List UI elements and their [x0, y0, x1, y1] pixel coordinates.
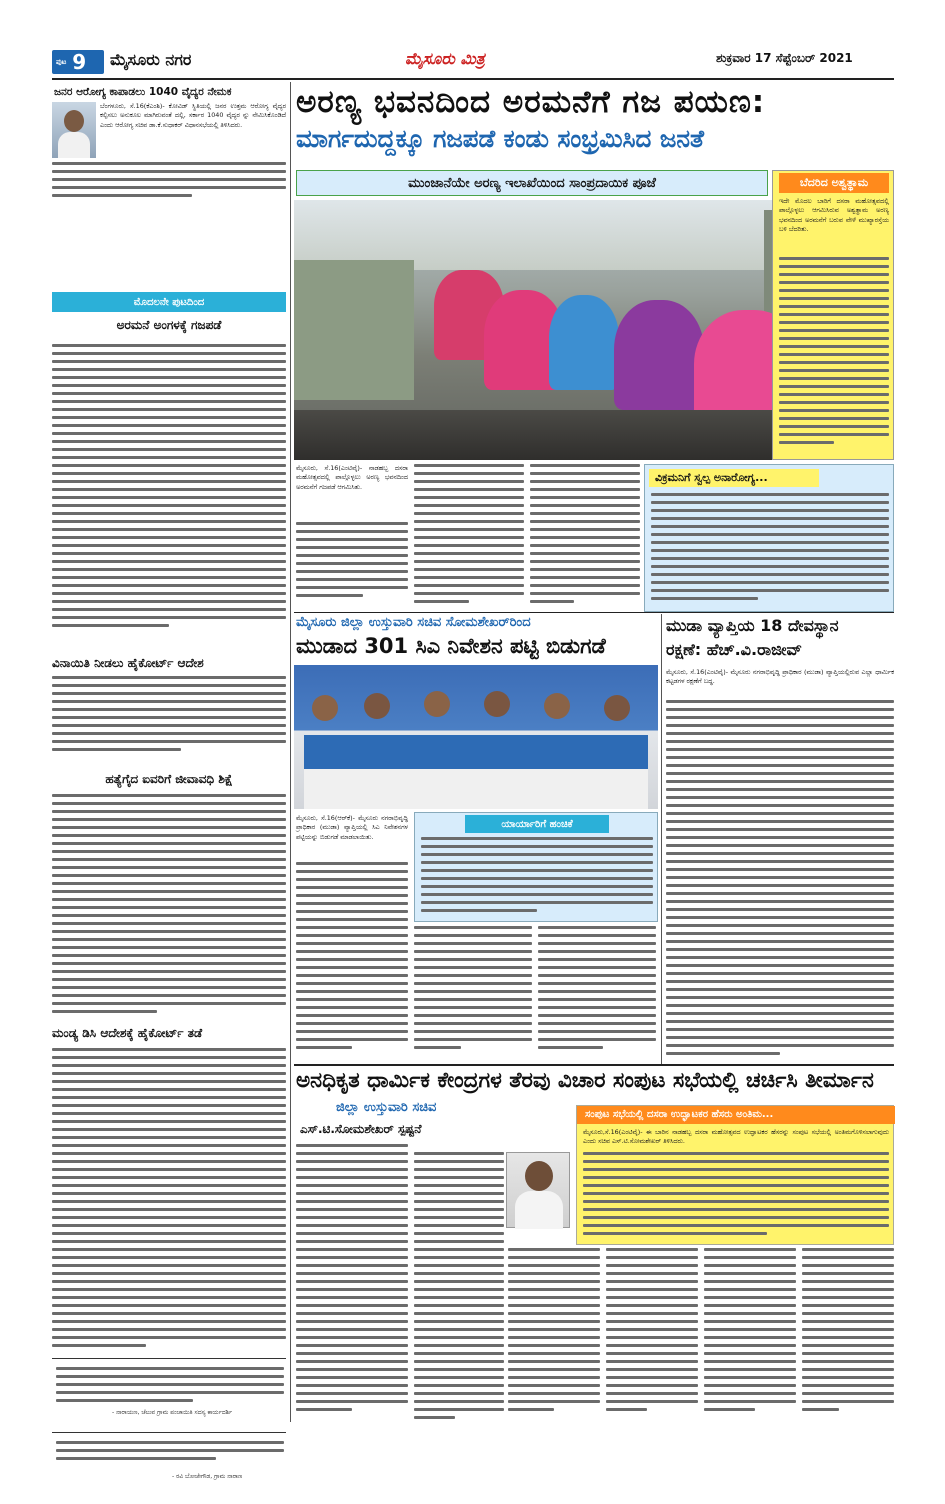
story4-headline: ಹತ್ಯೆಗೈದ ಐವರಿಗೆ ಜೀವಾವಧಿ ಶಿಕ್ಷೆ: [105, 772, 233, 786]
muda-body-col3: [538, 926, 656, 1062]
lead-headline-2: ಮಾರ್ಗದುದ್ದಕ್ಕೂ ಗಜಪಡೆ ಕಂಡು ಸಂಭ್ರಮಿಸಿದ ಜನತೆ: [296, 124, 704, 153]
temple-headline-2: ರಕ್ಷಣೆ: ಹೆಚ್.ವಿ.ರಾಜೀವ್: [666, 640, 802, 659]
story3-body: [52, 676, 286, 756]
dasara-box-body: [583, 1152, 889, 1242]
paper-name: ಮೈಸೂರು ಮಿತ್ರ: [405, 49, 485, 68]
lead-dateline: ಮೈಸೂರು, ಸೆ.16(ಎಂಟಿವೈ)- ನಾಡಹಬ್ಬ ದಸರಾ ಮಹೋತ್ಸವದಲ್ಲಿ ಪಾಲ್ಗೊಳ್ಳಲು ಅರಣ್ಯ ಭವನದಿಂದ ಅರಮನೆಗೆ ಗಜಪಡೆ ಆಗಮಿಸಿತು.: [296, 464, 408, 491]
story3-headline: ವಿನಾಯಿತಿ ನೀಡಲು ಹೈಕೋರ್ಟ್ ಆದೇಶ: [52, 656, 204, 670]
allocation-box-body: [421, 837, 653, 919]
page-number-badge: [52, 50, 104, 74]
continued-banner: ಮೊದಲನೇ ಪುಟದಿಂದ: [52, 292, 286, 312]
muda-kicker: ಮೈಸೂರು ಜಿಲ್ಲಾ ಉಸ್ತುವಾರಿ ಸಚಿವ ಸೋಮಶೇಖರ್‌ರಿಂದ: [296, 615, 531, 630]
vikram-box-body: [651, 493, 889, 607]
story2-body: [52, 344, 286, 642]
column-divider-left: [290, 82, 291, 1422]
section-name: ಮೈಸೂರು ನಗರ: [110, 50, 192, 69]
bottom-body-col3: [508, 1248, 600, 1420]
masthead-rule: [52, 78, 894, 80]
dasara-box: [576, 1105, 894, 1245]
story5-body: [52, 1048, 286, 1358]
sidebar-ashwatthama: [772, 170, 894, 460]
muda-dateline: ಮೈಸೂರು, ಸೆ.16(ಆರ್‌ಕೆ)- ಮೈಸೂರು ನಗರಾಭಿವೃದ್ಧಿ ಪ್ರಾಧಿಕಾರ (ಮುಡಾ) ವ್ಯಾಪ್ತಿಯಲ್ಲಿ ಸಿಎ ನಿವೇಶನಗಳ ಪಟ್ಟಿಯನ್ನು ಬಿಡುಗಡೆ ಮಾಡಲಾಯಿತು.: [296, 814, 408, 841]
lead-bottom-rule: [294, 612, 894, 613]
lead-body-col1: [296, 522, 408, 610]
bottom-kicker-1: ಜಿಲ್ಲಾ ಉಸ್ತುವಾರಿ ಸಚಿವ: [336, 1100, 437, 1115]
temple-dateline: ಮೈಸೂರು, ಸೆ.16(ಎಂಟಿವೈ)- ಮೈಸೂರು ನಗರಾಭಿವೃದ್ಧಿ ಪ್ರಾಧಿಕಾರ (ಮುಡಾ) ವ್ಯಾಪ್ತಿಯಲ್ಲಿರುವ ಎಲ್ಲಾ ಧಾರ್ಮಿಕ ಕಟ್ಟಡಗಳ ರಕ್ಷಣೆಗೆ ಬದ್ಧ.: [666, 668, 894, 686]
allocation-box: [414, 812, 658, 922]
temple-headline-1: ಮುಡಾ ವ್ಯಾಪ್ತಿಯ 18 ದೇವಸ್ಥಾನ: [666, 616, 839, 635]
sidebar-body: [779, 257, 889, 455]
bottom-body-col5: [704, 1248, 796, 1420]
lead-headline-1: ಅರಣ್ಯ ಭವನದಿಂದ ಅರಮನೆಗೆ ಗಜ ಪಯಣ:: [296, 84, 766, 120]
vikram-box: [644, 464, 894, 612]
muda-release-photo: [294, 665, 658, 809]
dasara-box-title: ಸಂಪುಟ ಸಭೆಯಲ್ಲಿ ದಸರಾ ಉದ್ಘಾಟಕರ ಹೆಸರು ಅಂತಿಮ...: [577, 1106, 895, 1124]
issue-date: ಶುಕ್ರವಾರ 17 ಸೆಪ್ಟೆಂಬರ್ 2021: [716, 51, 853, 65]
lead-body-col3: [530, 464, 640, 610]
muda-body-col2: [414, 926, 532, 1062]
quote1-author: - ನಾರಾಯಣ, ಚೆಲುವ ಗ್ರಾಮ ಪಂಚಾಯಿತಿ ಸದಸ್ಯ ಕಾರ್ಯದರ್ಶಿ: [112, 1409, 233, 1416]
bottom-body-col2: [414, 1152, 504, 1420]
lead-body-col2: [414, 464, 524, 610]
story1-headline: ಜನರ ಆರೋಗ್ಯ ಕಾಪಾಡಲು 1040 ವೈದ್ಯರ ನೇಮಕ: [54, 86, 232, 98]
story5-headline: ಮಂಡ್ಯ ಡಿಸಿ ಆದೇಶಕ್ಕೆ ಹೈಕೋರ್ಟ್ ತಡೆ: [52, 1026, 203, 1040]
page-number: 9: [72, 50, 87, 74]
sidebar-title: ಬೆದರಿದ ಅಶ್ವತ್ಥಾಮ: [779, 173, 889, 193]
somashekar-photo: [506, 1152, 570, 1228]
bottom-kicker-2: ಎಸ್.ಟಿ.ಸೋಮಶೇಖರ್ ಸ್ಪಷ್ಟನೆ: [300, 1122, 422, 1136]
bottom-headline: ಅನಧಿಕೃತ ಧಾರ್ಮಿಕ ಕೇಂದ್ರಗಳ ತೆರವು ವಿಚಾರ ಸಂಪುಟ ಸಭೆಯಲ್ಲಿ ಚರ್ಚಿಸಿ ತೀರ್ಮಾನ: [296, 1068, 874, 1093]
story2-headline: ಅರಮನೆ ಅಂಗಳಕ್ಕೆ ಗಜಪಡೆ: [116, 318, 222, 332]
quote2-text: [56, 1441, 284, 1469]
allocation-box-title: ಯಾರ್ಯಾರಿಗೆ ಹಂಚಿಕೆ: [465, 815, 609, 833]
sidebar-text: ಇದೇ ಮೊದಲ ಬಾರಿಗೆ ದಸರಾ ಮಹೋತ್ಸವದಲ್ಲಿ ಪಾಲ್ಗೊಳ್ಳಲು ಆಗಮಿಸಿರುವ ಅಶ್ವತ್ಥಾಮ ಅರಣ್ಯ ಭವನದಿಂದ ಅರಮನೆಗೆ ಬರುವ ವೇಳೆ ಮುಖ್ಯಾರಸ್ತೆಯ ಬಳಿ ಬೆದರಿತು.: [779, 197, 889, 234]
story1-body: [52, 162, 286, 206]
vikram-box-title: ವಿಕ್ರಮನಿಗೆ ಸ್ವಲ್ಪ ಅನಾರೋಗ್ಯ...: [649, 469, 819, 487]
bottom-story-rule: [294, 1064, 894, 1066]
quote2-author: - ರವಿ ಬೋಜೇಗೌಡ, ಗ್ರಾಮ ನಾರಾಣ: [172, 1473, 243, 1480]
temple-body: [666, 700, 894, 1062]
bottom-body-col6: [802, 1248, 894, 1420]
page-label: ಪುಟ: [56, 57, 67, 66]
masthead: [0, 0, 945, 80]
dasara-box-text: ಮೈಸೂರು,ಸೆ.16(ಎಂಟಿವೈ)- ಈ ಬಾರಿನ ನಾಡಹಬ್ಬ ದಸರಾ ಮಹೋತ್ಸವದ ಉದ್ಘಾಟಕರ ಹೆಸರನ್ನು ಸಂಪುಟ ಸಭೆಯಲ್ಲಿ ಅಂತಿಮಗೊಳಿಸಲಾಗುವುದು ಎಂದು ಸಚಿವ ಎಸ್.ಟಿ.ಸೋಮಶೇಖರ್ ತಿಳಿಸಿದರು.: [583, 1128, 889, 1146]
quote-box-1: [52, 1358, 286, 1428]
minister-photo: [52, 102, 96, 158]
muda-body-col1: [296, 862, 408, 1062]
bottom-body-col4: [606, 1248, 698, 1420]
story4-body: [52, 794, 286, 1014]
bottom-body-col1: [296, 1144, 408, 1420]
left-column: [52, 82, 286, 1480]
column-divider-mid: [661, 614, 662, 1064]
quote-box-2: [52, 1432, 286, 1504]
quote1-text: [56, 1367, 284, 1407]
story1-lead: ಬೆಂಗಳೂರು, ಸೆ.16(ಕೆಎಂಶಿ)- ಕೋವಿಡ್ ಸ್ಥಿತಿಯಲ್ಲಿ ಜನರ ಉತ್ತಮ ಆರೋಗ್ಯ ವೈದ್ಯರ ಕಲ್ಪಿಸಲು ಅನುಕೂಲ ಮಾಗಿರುವಂತೆ ದಲ್ಲಿ, ಸರ್ಕಾರ 1040 ವೈದ್ಯರ ನ್ನು ನೇಮಿಸಿಕೊಂಡಿದೆ ಎಂದು ಆರೋಗ್ಯ ಸಚಿವ ಡಾ.ಕೆ.ಸುಧಾಕರ್ ವಿಧಾನಸಭೆಯಲ್ಲಿ ತಿಳಿಸಿದರು.: [100, 102, 286, 129]
lead-subhead: ಮುಂಜಾನೆಯೇ ಅರಣ್ಯ ಇಲಾಖೆಯಿಂದ ಸಾಂಪ್ರದಾಯಿಕ ಪೂಜೆ: [296, 170, 768, 196]
muda-headline: ಮುಡಾದ 301 ಸಿಎ ನಿವೇಶನ ಪಟ್ಟಿ ಬಿಡುಗಡೆ: [296, 634, 606, 658]
